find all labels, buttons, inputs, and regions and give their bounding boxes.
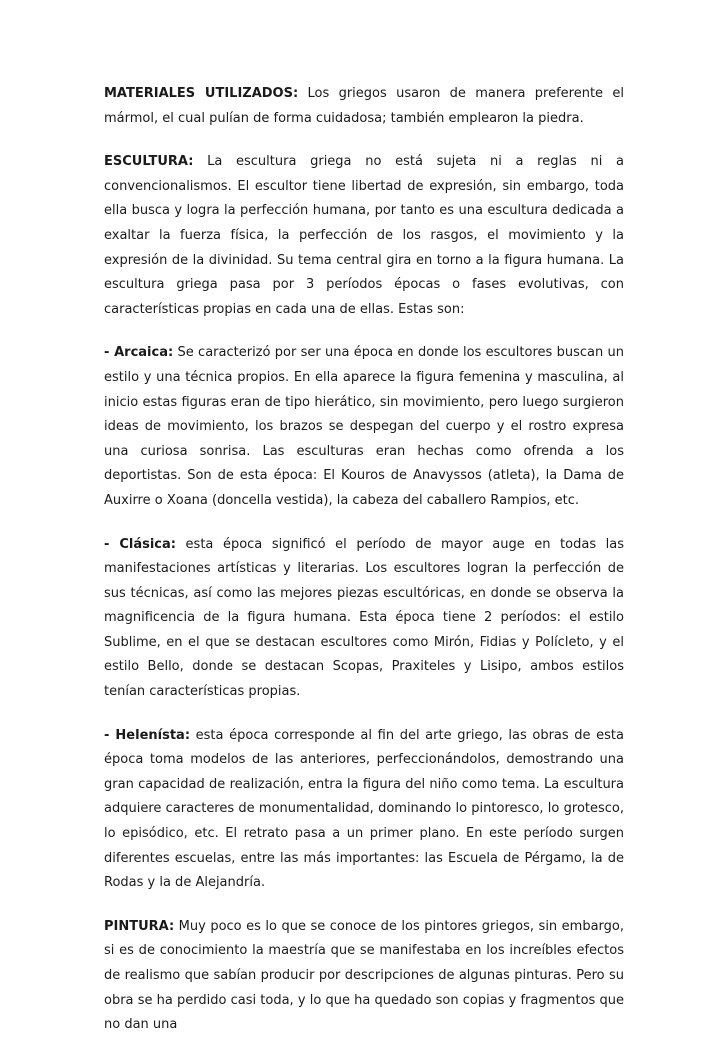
paragraph-lead: MATERIALES UTILIZADOS: [104, 86, 299, 101]
paragraph-lead: - Clásica: [104, 536, 176, 552]
paragraph-text: Muy poco es lo que se conoce de los pintores griegos, sin embargo, si es de conocimiento la maestría que se manifestaba en los increíbles efectos de realismo que sabían producir por descripciones de algunas pinturas. Pero su obra se ha perdido casi toda, y lo que ha quedado son copias y fragmentos que no dan una [104, 918, 624, 1033]
paragraph-text: La escultura griega no está sujeta ni a reglas ni a convencionalismos. El escultor tiene libertad de expresión, sin embargo, toda ella busca y logra la perfección humana, por tanto es una escultura dedicada a exaltar la fuerza física, la perfección de los rasgos, el movimiento y la expresión de la divinidad. Su tema central gira en torno a la figura humana. La escultura griega pasa por 3 períodos épocas o fases evolutivas, con características propias en cada una de ellas. Estas son: [104, 154, 624, 317]
paragraph-lead: ESCULTURA: [104, 154, 194, 170]
paragraph-pintura [104, 915, 624, 1038]
paragraph-text: esta época significó el período de mayor auge en todas las manifestaciones artísticas y literarias. Los escultores logran la perfección de sus técnicas, así como las mejores piezas escultóricas, en donde se observa la magnificencia de la figura humana. Esta época tiene 2 períodos: el estilo Sublime, en el que se destacan escultores como Mirón, Fidias y Polícleto, y el estilo Bello, donde se destacan Scopas, Praxiteles y Lisipo, ambos estilos tenían características propias. [104, 536, 625, 700]
paragraph-lead: - Arcaica: [104, 345, 174, 361]
document-page [104, 82, 624, 1057]
paragraph-text: esta época corresponde al fin del arte griego, las obras de esta época toma modelos de las anteriores, perfeccionándolos, demostrando una gran capacidad de realización, entra la figura del niño como tema. La escultura adquiere caracteres de monumentalidad, dominando lo pintoresco, lo grotesco, lo episódico, etc. El retrato pasa a un primer plano. En este período surgen diferentes escuelas, entre las más importantes: las Escuela de Pérgamo, la de Rodas y la de Alejandría. [104, 727, 624, 891]
paragraph-clasica [104, 533, 624, 705]
paragraph-arcaica [104, 341, 624, 513]
paragraph-lead: PINTURA: [104, 918, 175, 934]
paragraph-helenista [104, 724, 624, 896]
paragraph-lead: - Helenísta: [104, 727, 191, 743]
paragraph-escultura [104, 150, 624, 322]
paragraph-text: Se caracterizó por ser una época en donde los escultores buscan un estilo y una técnica propios. En ella aparece la figura femenina y masculina, al inicio estas figuras eran de tipo hierático, sin movimiento, pero luego surgieron ideas de movimiento, los brazos se despegan del cuerpo y el rostro expresa una curiosa sonrisa. Las esculturas eran hechas como ofrenda a los deportistas. Son de esta época: El Kouros de Anavyssos (atleta), la Dama de Auxirre o Xoana (doncella vestida), la cabeza del caballero Rampios, etc. [104, 345, 624, 508]
paragraph-materiales [104, 82, 624, 131]
paragraph-text: Los griegos usaron de manera preferente el mármol, el cual pulían de forma cuidadosa; también emplearon la piedra. [104, 86, 624, 126]
